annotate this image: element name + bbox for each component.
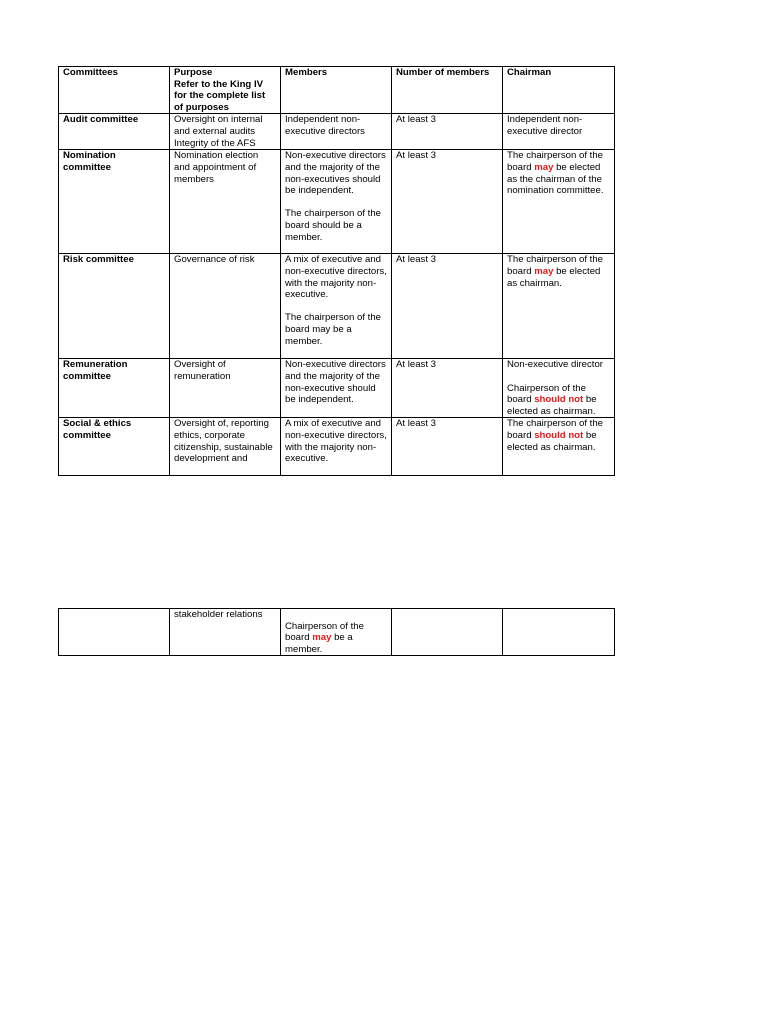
- committee-number: At least 3: [392, 114, 503, 150]
- committee-members: [281, 359, 392, 418]
- members-text: Non-executive directors and the majority of the non-executive should be independent.: [285, 359, 386, 406]
- committee-chairman: [503, 418, 615, 476]
- table-header-row: [59, 67, 615, 114]
- committee-chairman: [503, 254, 615, 359]
- members-text: A mix of executive and non-executive directors, with the majority non-executive.: [285, 418, 387, 465]
- chairman-text: The chairperson of the board: [507, 150, 603, 173]
- chairman-text: Chairperson of the board: [507, 382, 586, 406]
- header-purpose-title: Purpose: [174, 67, 213, 78]
- chairman-emphasis: may: [534, 161, 554, 173]
- purpose-text: Oversight on internal and external audits: [174, 114, 263, 137]
- purpose-text: Oversight of remuneration: [174, 359, 231, 382]
- purpose-text: Oversight of, reporting ethics, corporate citizenship, sustainable development and: [174, 418, 273, 465]
- table-row-social-ethics: [59, 418, 615, 476]
- committee-number: At least 3: [392, 254, 503, 359]
- chairman-text: Independent non-executive director: [507, 114, 583, 137]
- table-row-audit: [59, 114, 615, 150]
- header-purpose: [170, 67, 281, 114]
- header-committees: Committees: [59, 67, 170, 114]
- committee-name: Risk committee: [59, 254, 170, 359]
- chairman-text: be elected as chairman.: [507, 265, 601, 289]
- committee-purpose: [170, 609, 281, 656]
- members-text: Independent non-executive directors: [285, 114, 365, 137]
- header-chairman: Chairman: [503, 67, 615, 114]
- header-number-of-members: Number of members: [392, 67, 503, 114]
- purpose-text: Integrity of the AFS: [174, 137, 256, 149]
- chairman-text: be elected as the chairman of the nomination committee.: [507, 161, 604, 197]
- chairman-text: The chairperson of the board: [507, 418, 603, 441]
- committees-table-continuation: [58, 608, 615, 656]
- header-purpose-note: Refer to the King IV for the complete list of purposes: [174, 78, 266, 113]
- committee-number: At least 3: [392, 418, 503, 476]
- committee-chairman: [503, 150, 615, 254]
- committee-purpose: [170, 114, 281, 150]
- table-row-nomination: [59, 150, 615, 254]
- header-members: Members: [281, 67, 392, 114]
- committee-members: [281, 114, 392, 150]
- committee-chairman: [503, 359, 615, 418]
- chairman-text: The chairperson of the board: [507, 254, 603, 277]
- committee-purpose: [170, 359, 281, 418]
- committee-chairman: [503, 609, 615, 656]
- table-row-social-ethics-continued: [59, 609, 615, 656]
- committee-members: [281, 609, 392, 656]
- members-emphasis: may: [312, 632, 332, 644]
- committee-members: [281, 150, 392, 254]
- chairman-text: be elected as chairman.: [507, 429, 597, 453]
- committee-purpose: [170, 254, 281, 359]
- committee-purpose: [170, 418, 281, 476]
- chairman-emphasis: may: [534, 265, 554, 277]
- committee-name: [59, 609, 170, 656]
- committee-number: At least 3: [392, 150, 503, 254]
- chairman-emphasis: should not: [534, 394, 584, 406]
- chairman-text: Non-executive director: [507, 359, 603, 371]
- committee-name: Audit committee: [59, 114, 170, 150]
- committee-name: Nomination committee: [59, 150, 170, 254]
- members-text: be a member.: [285, 632, 353, 655]
- members-text: The chairperson of the board may be a member.: [285, 312, 381, 347]
- table-row-risk: [59, 254, 615, 359]
- committee-name: Social & ethics committee: [59, 418, 170, 476]
- members-text: Chairperson of the board: [285, 620, 364, 644]
- members-text: A mix of executive and non-executive directors, with the majority non-executive.: [285, 254, 387, 301]
- purpose-text: Governance of risk: [174, 254, 255, 266]
- committee-name: Remuneration committee: [59, 359, 170, 418]
- chairman-text: be elected as chairman.: [507, 394, 597, 417]
- chairman-emphasis: should not: [534, 429, 584, 441]
- purpose-text: stakeholder relations: [174, 609, 263, 620]
- members-text: Non-executive directors and the majority of the non-executives should be independent.: [285, 150, 386, 197]
- committee-members: [281, 418, 392, 476]
- committee-purpose: [170, 150, 281, 254]
- table-row-remuneration: [59, 359, 615, 418]
- purpose-text: Nomination election and appointment of members: [174, 150, 259, 185]
- members-text: The chairperson of the board should be a member.: [285, 208, 381, 243]
- committee-number: At least 3: [392, 359, 503, 418]
- committee-number: [392, 609, 503, 656]
- committees-table: [58, 66, 615, 476]
- committee-chairman: [503, 114, 615, 150]
- committee-members: [281, 254, 392, 359]
